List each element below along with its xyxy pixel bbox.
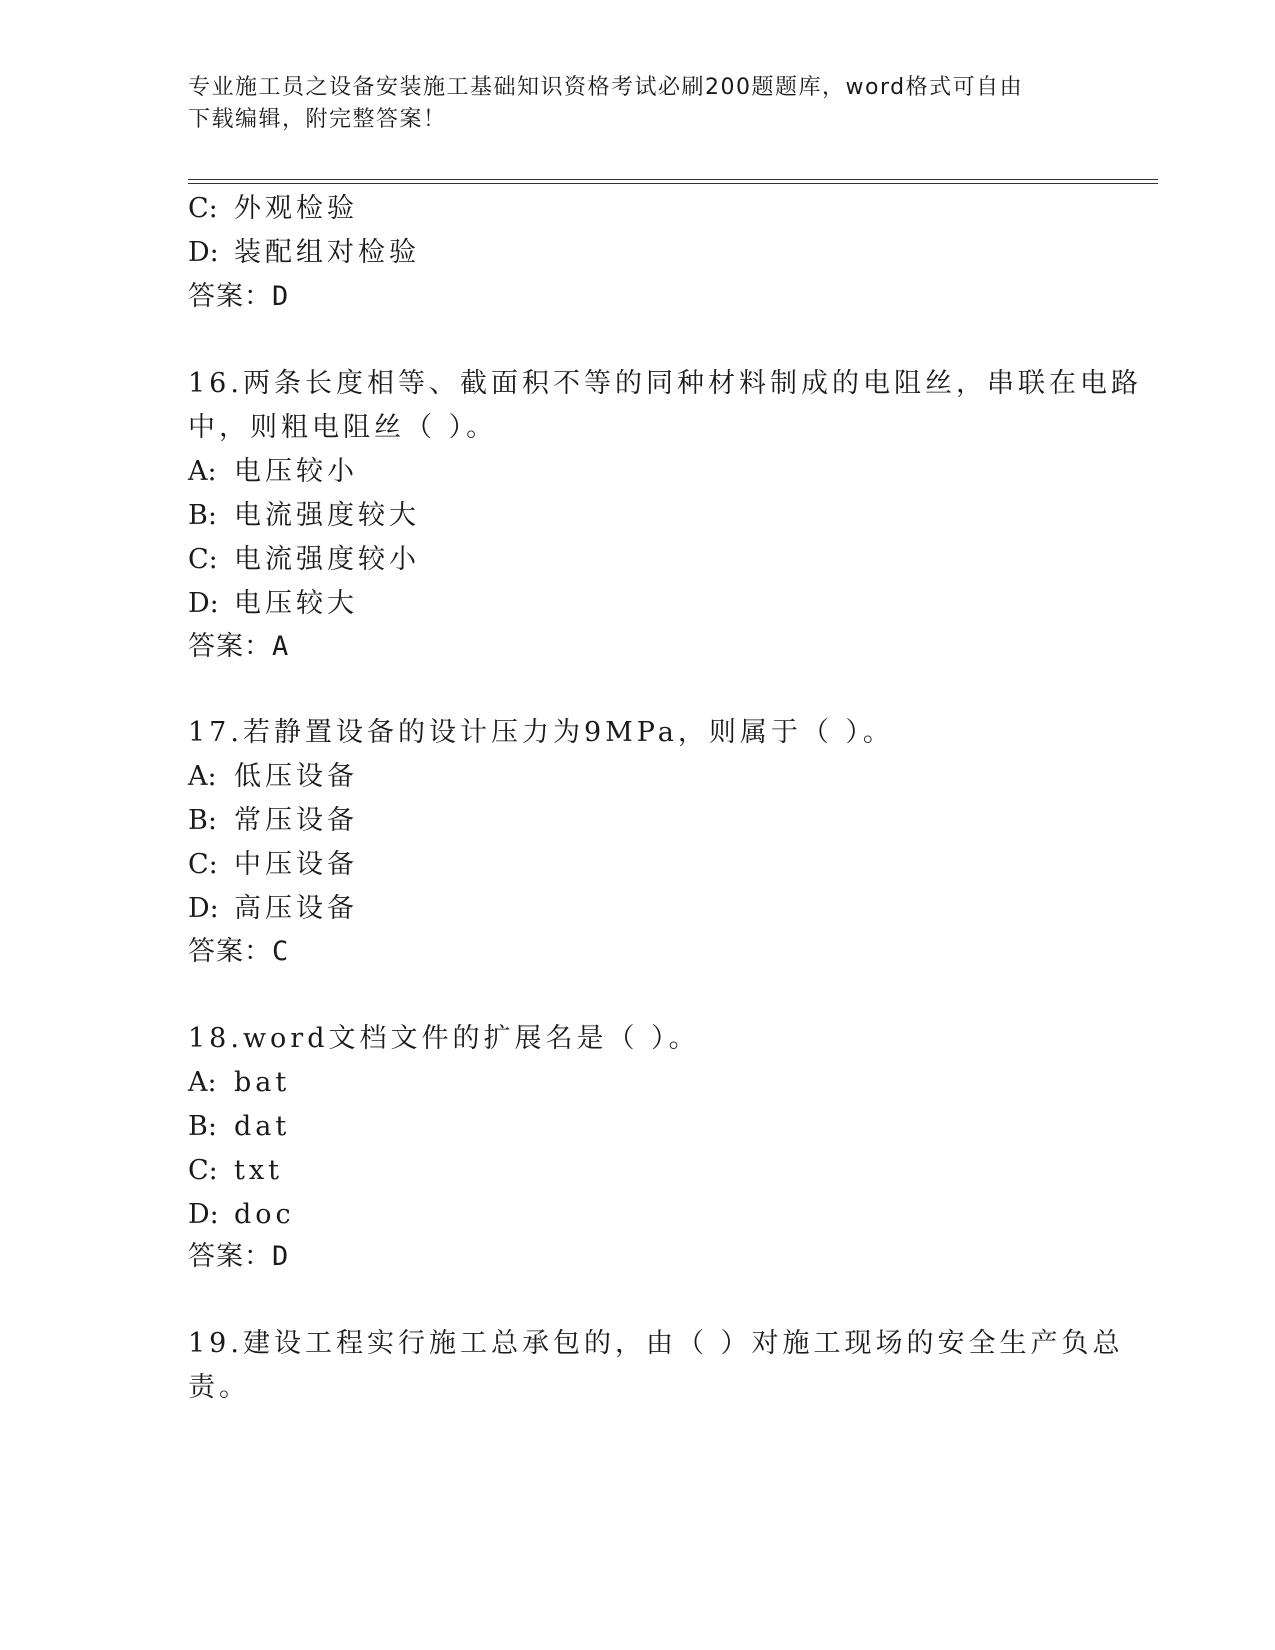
header-line-1: 专业施工员之设备安装施工基础知识资格考试必刷200题题库，word格式可自由: [188, 75, 1024, 100]
question-16-text: 16.两条长度相等、截面积不等的同种材料制成的电阻丝，串联在电路: [188, 368, 1142, 399]
header-line-2: 下载编辑，附完整答案！: [188, 107, 447, 132]
answer-line: 答案：D: [188, 1241, 290, 1272]
option-d: D: doc: [188, 1199, 295, 1230]
option-c: C: 外观检验: [188, 193, 358, 224]
document-header: [188, 72, 1088, 136]
option-b: B: 电流强度较大: [188, 500, 420, 531]
option-c: C: 中压设备: [188, 849, 358, 880]
header-divider-bottom: [188, 183, 1158, 184]
answer-line: 答案：D: [188, 281, 290, 312]
option-b: B: dat: [188, 1111, 291, 1142]
option-c: C: txt: [188, 1155, 283, 1186]
question-17-text: 17.若静置设备的设计压力为9MPa，则属于（ ）。: [188, 717, 894, 748]
option-a: A: 低压设备: [188, 761, 358, 792]
option-d: D: 电压较大: [188, 588, 358, 619]
question-18-text: 18.word文档文件的扩展名是（ ）。: [188, 1023, 700, 1054]
option-d: D: 高压设备: [188, 893, 358, 924]
option-b: B: 常压设备: [188, 805, 358, 836]
option-d: D: 装配组对检验: [188, 237, 420, 268]
option-a: A: bat: [188, 1067, 291, 1098]
answer-line: 答案：A: [188, 631, 290, 662]
option-c: C: 电流强度较小: [188, 544, 420, 575]
question-19-text: 19.建设工程实行施工总承包的，由（ ）对施工现场的安全生产负总: [188, 1328, 1124, 1359]
answer-line: 答案：C: [188, 936, 290, 967]
question-19-text-cont: 责。: [188, 1372, 250, 1403]
question-16-text-cont: 中，则粗电阻丝（ ）。: [188, 412, 498, 443]
header-divider-top: [188, 179, 1158, 180]
option-a: A: 电压较小: [188, 456, 358, 487]
